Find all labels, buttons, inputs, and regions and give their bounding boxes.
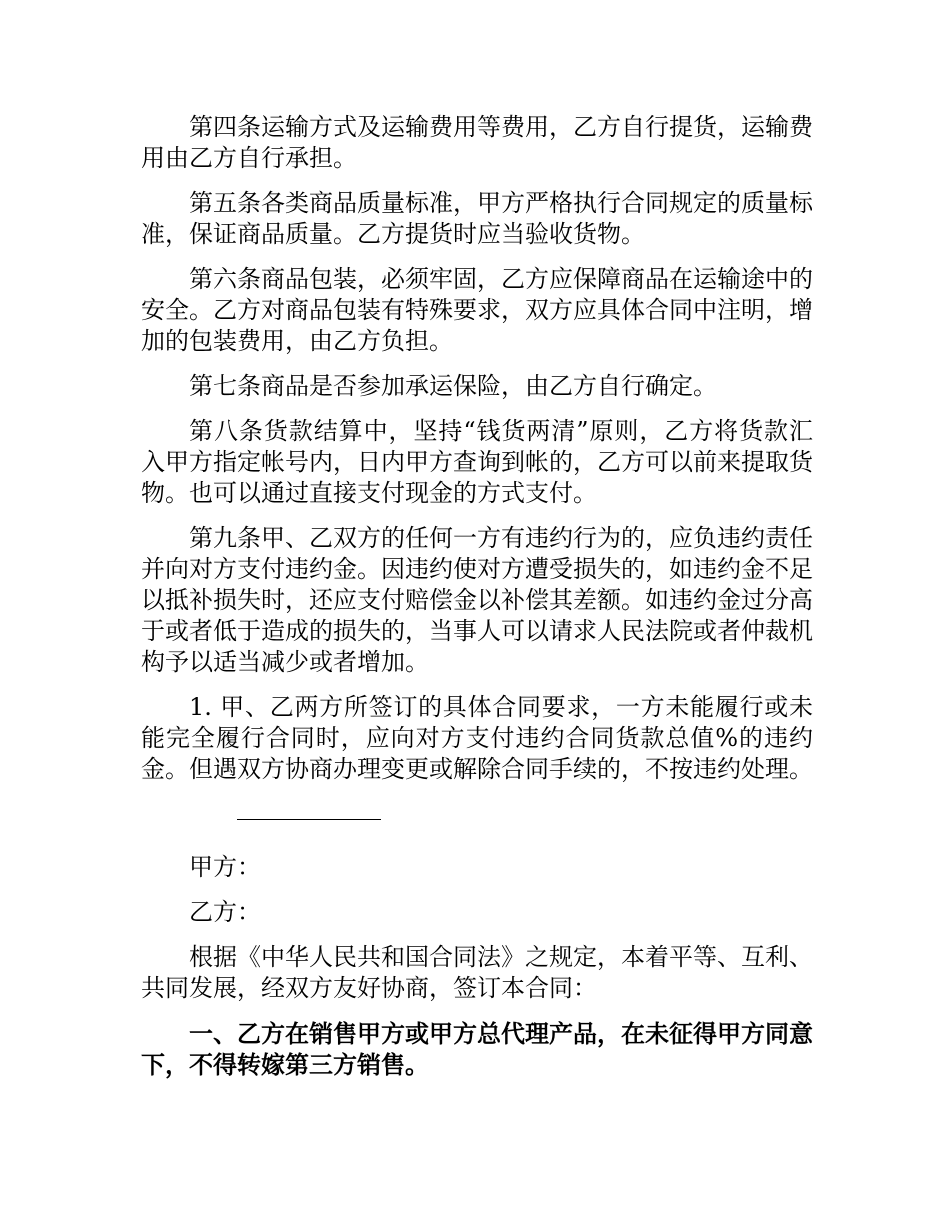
clause-nine-item-1: 1. 甲、乙两方所签订的具体合同要求，一方未能履行或未能完全履行合同时，应向对方支付违约合同货款总值%的违约金。但遇双方协商办理变更或解除合同手续的，不按违约处理。 [141,693,813,783]
clause-nine: 第九条甲、乙双方的任何一方有违约行为的，应负违约责任并向对方支付违约金。因违约使对方遭受损失的，如违约金不足以抵补损失时，还应支付赔偿金以补偿其差额。如违约金过分高于或者低于造成的损失的，当事人可以请求人民法院或者仲裁机构予以适当减少或者增加。 [141,524,813,676]
clause-six: 第六条商品包装，必须牢固，乙方应保障商品在运输途中的安全。乙方对商品包装有特殊要求，双方应具体合同中注明，增加的包装费用，由乙方负担。 [141,265,813,355]
clause-five: 第五条各类商品质量标准，甲方严格执行合同规定的质量标准，保证商品质量。乙方提货时应当验收货物。 [141,189,813,248]
contract-preamble: 根据《中华人民共和国合同法》之规定，本着平等、互利、共同发展，经双方友好协商，签订本合同： [141,943,813,1002]
clause-eight: 第八条货款结算中，坚持“钱货两清”原则，乙方将货款汇入甲方指定帐号内，日内甲方查询到帐的，乙方可以前来提取货物。也可以通过直接支付现金的方式支付。 [141,417,813,507]
clause-seven: 第七条商品是否参加承运保险，由乙方自行确定。 [189,372,717,400]
blank-underline [141,799,813,838]
party-a-label: 甲方： [189,853,261,881]
clause-one-heading: 一、乙方在销售甲方或甲方总代理产品，在未征得甲方同意下，不得转嫁第三方销售。 [141,1019,813,1079]
clause-four: 第四条运输方式及运输费用等费用，乙方自行提货，运输费用由乙方自行承担。 [141,113,813,172]
party-b-label: 乙方： [189,898,261,926]
underline-rule [237,799,381,830]
document-page [141,112,813,1094]
